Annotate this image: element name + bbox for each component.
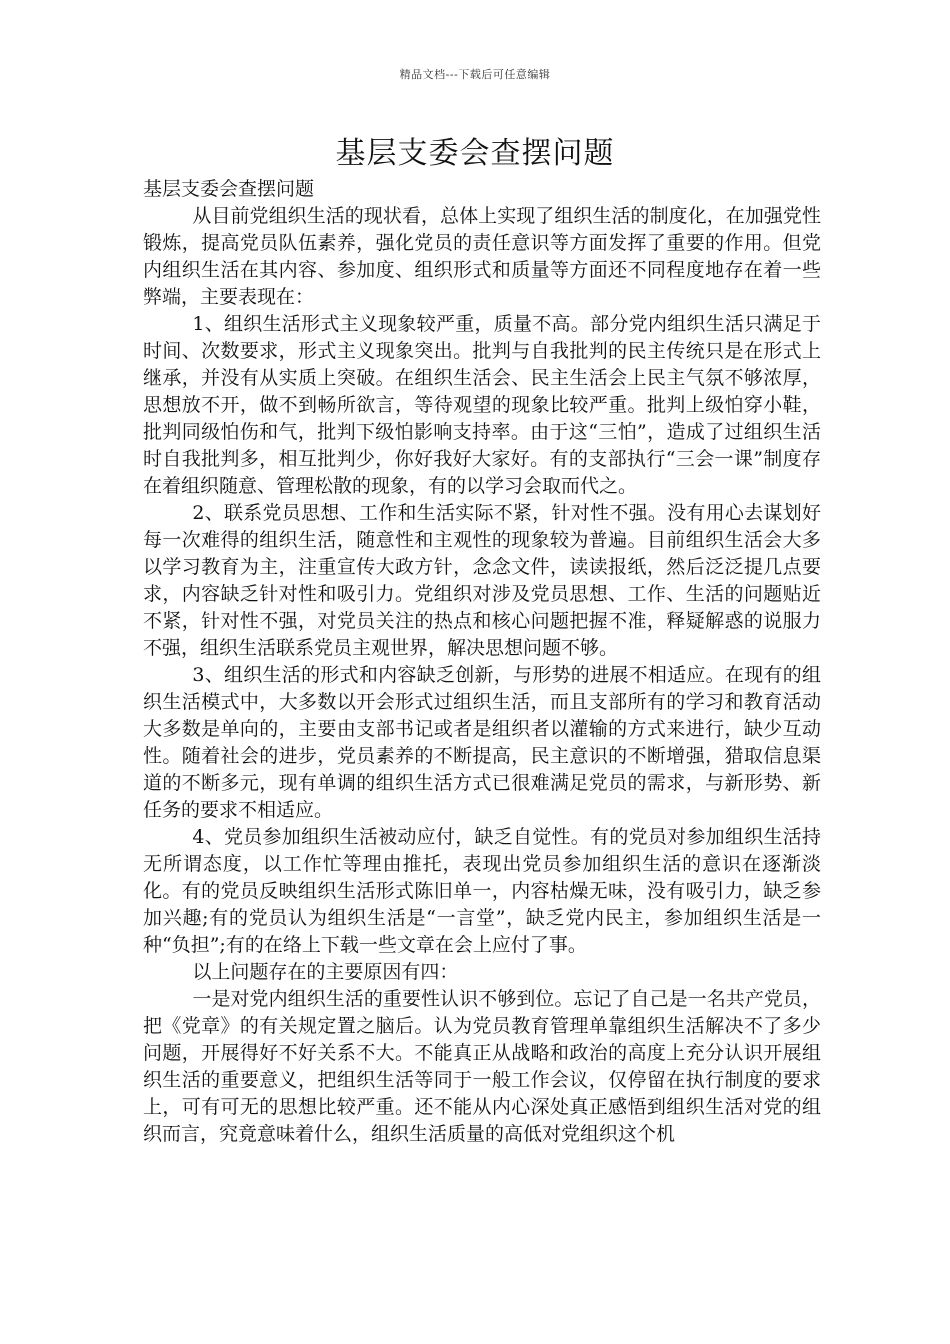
paragraph-point-3: 3、组织生活的形式和内容缺乏创新，与形势的进展不相适应。在现有的组织生活模式中，大多数以开会形式过组织生活，而且支部所有的学习和教育活动大多数是单向的，主要由支部书记或者是组织者以灌输的方式来进行，缺少互动性。随着社会的进步，党员素养的不断提高，民主意识的不断增强，猎取信息渠道的不断多元，现有单调的组织生活方式已很难满足党员的需求，与新形势、新任务的要求不相适应。 <box>143 664 821 821</box>
paragraph-point-1: 1、组织生活形式主义现象较严重，质量不高。部分党内组织生活只满足于时间、次数要求，形式主义现象突出。批判与自我批判的民主传统只是在形式上继承，并没有从实质上突破。在组织生活会、民主生活会上民主气氛不够浓厚，思想放不开，做不到畅所欲言，等待观望的现象比较严重。批判上级怕穿小鞋，批判同级怕伤和气，批判下级怕影响支持率。由于这“三怕”，造成了过组织生活时自我批判多，相互批判少，你好我好大家好。有的支部执行“三会一课”制度存在着组织随意、管理松散的现象，有的以学习会取而代之。 <box>143 313 821 497</box>
paragraph-cause-1: 一是对党内组织生活的重要性认识不够到位。忘记了自己是一名共产党员，把《党章》的有关规定置之脑后。认为党员教育管理单靠组织生活解决不了多少问题，开展得好不好关系不大。不能真正从战略和政治的高度上充分认识开展组织生活的重要意义，把组织生活等同于一般工作会议，仅停留在执行制度的要求上，可有可无的思想比较严重。还不能从内心深处真正感悟到组织生活对党的组织而言，究竟意味着什么，组织生活质量的高低对党组织这个机 <box>143 988 821 1145</box>
paragraph-point-4: 4、党员参加组织生活被动应付，缺乏自觉性。有的党员对参加组织生活持无所谓态度，以工作忙等理由推托，表现出党员参加组织生活的意识在逐渐淡化。有的党员反映组织生活形式陈旧单一，内容枯燥无味，没有吸引力，缺乏参加兴趣;有的党员认为组织生活是“一言堂”，缺乏党内民主，参加组织生活是一种“负担”;有的在络上下载一些文章在会上应付了事。 <box>143 826 821 956</box>
paragraph-point-2: 2、联系党员思想、工作和生活实际不紧，针对性不强。没有用心去谋划好每一次难得的组织生活，随意性和主观性的现象较为普遍。目前组织生活会大多以学习教育为主，注重宣传大政方针，念念文件，读读报纸，然后泛泛提几点要求，内容缺乏针对性和吸引力。党组织对涉及党员思想、工作、生活的问题贴近不紧，针对性不强，对党员关注的热点和核心问题把握不准，释疑解惑的说服力不强，组织生活联系党员主观世界，解决思想问题不够。 <box>143 502 821 659</box>
header-note: 精品文档---下载后可任意编辑 <box>399 68 551 81</box>
document-body <box>143 176 821 1148</box>
document-title: 基层支委会查摆问题 <box>335 136 615 171</box>
paragraph-intro: 从目前党组织生活的现状看，总体上实现了组织生活的制度化，在加强党性锻炼，提高党员队伍素养，强化党员的责任意识等方面发挥了重要的作用。但党内组织生活在其内容、参加度、组织形式和质量等方面还不同程度地存在着一些弊端，主要表现在： <box>143 205 821 308</box>
paragraph-subtitle: 基层支委会查摆问题 <box>143 178 315 200</box>
paragraph-causes-intro: 以上问题存在的主要原因有四： <box>192 961 459 983</box>
